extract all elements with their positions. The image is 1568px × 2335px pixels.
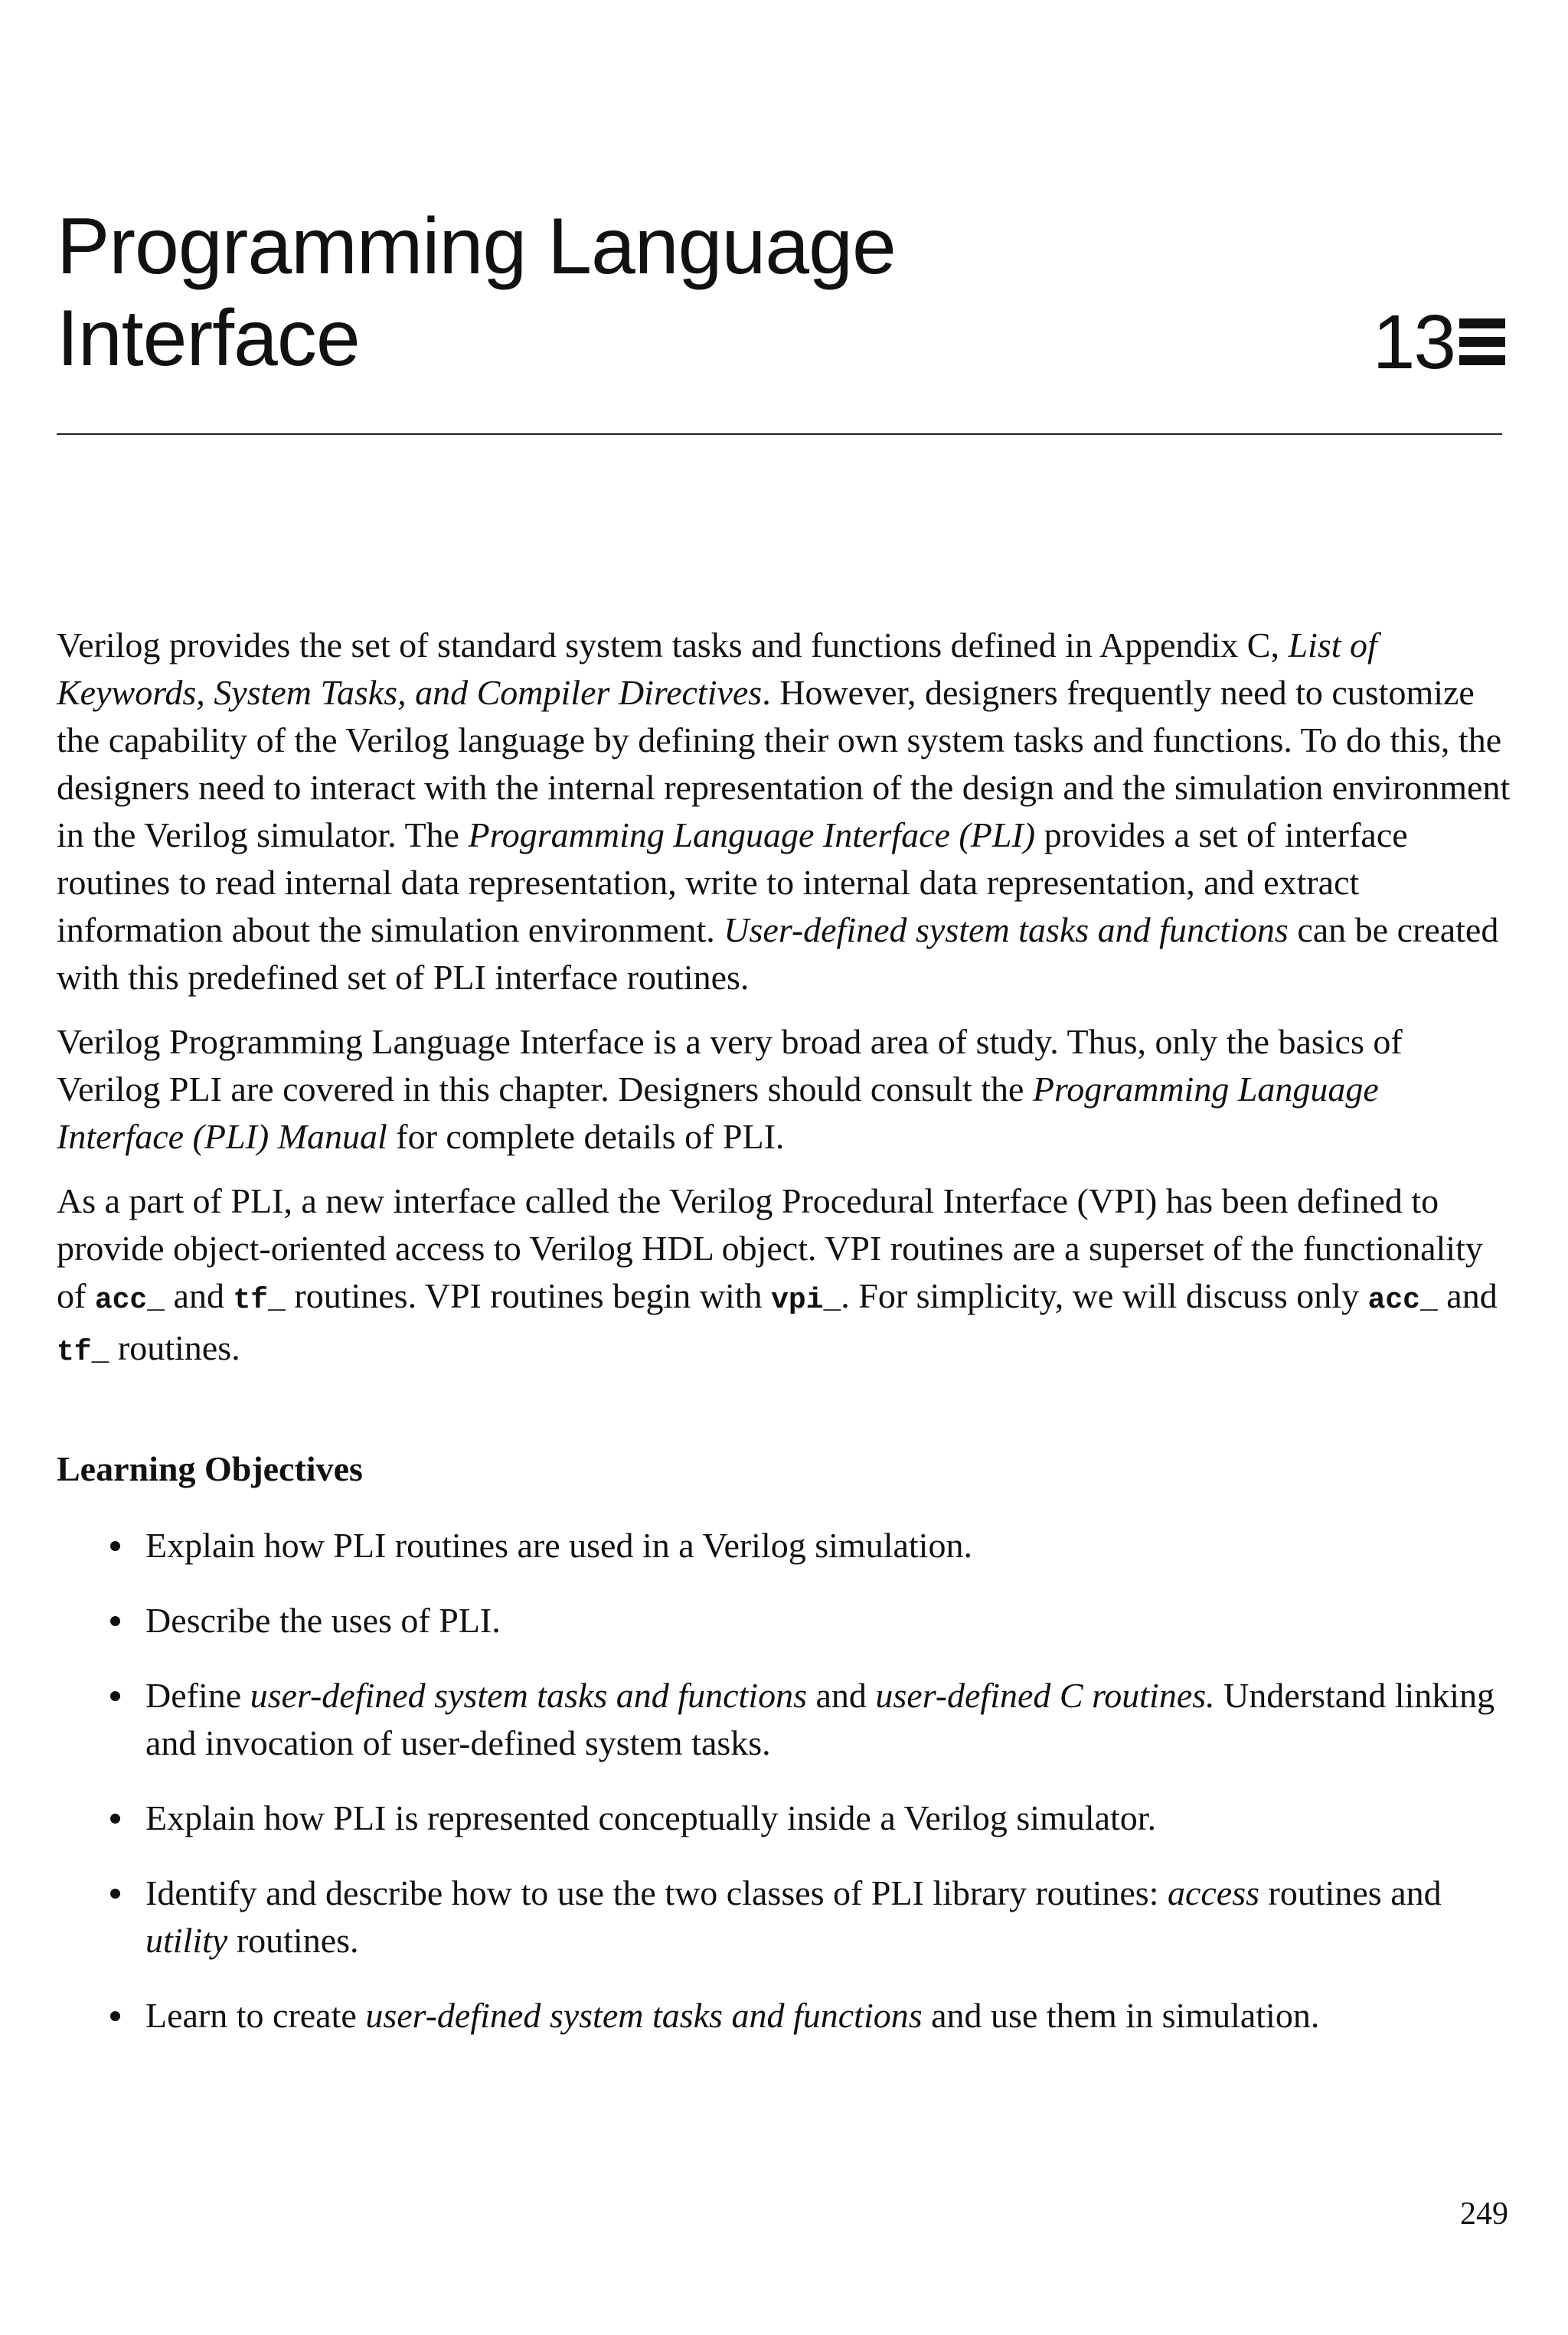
- text-run: As a part of PLI, a new interface called the Verilog Procedural Interface (VPI) has been defined to provide object-oriented access to Verilog HDL object. VPI routines are a superset of the functionality of: [57, 1181, 1483, 1315]
- text-run: . For simplicity, we will discuss only: [841, 1276, 1368, 1315]
- bullet-icon: [110, 1814, 120, 1824]
- code-tf: tf_: [233, 1284, 286, 1317]
- title-divider: [57, 433, 1502, 435]
- bullet-icon: [110, 1616, 120, 1626]
- text-run: Identify and describe how to use the two classes of PLI library routines:: [145, 1873, 1168, 1912]
- code-vpi: vpi_: [771, 1284, 841, 1317]
- text-run: Explain how PLI routines are used in a Verilog simulation.: [145, 1526, 972, 1565]
- text-run: and use them in simulation.: [922, 1996, 1320, 2035]
- list-item: [57, 1597, 1511, 1644]
- list-item: [57, 1672, 1511, 1767]
- chapter-number: 13: [1372, 299, 1455, 385]
- text-run: Define: [145, 1676, 250, 1715]
- text-run: Learn to create: [145, 1996, 366, 2035]
- chapter-header: [57, 201, 1519, 446]
- text-run: Explain how PLI is represented conceptually inside a Verilog simulator.: [145, 1798, 1157, 1837]
- text-run: Verilog Programming Language Interface is a very broad area of study. Thus, only the basics of Verilog PLI are covered in this chapter. Designers should consult the: [57, 1022, 1403, 1109]
- text-run: and: [1437, 1276, 1498, 1315]
- bullet-icon: [110, 1889, 120, 1899]
- text-run: provides a set of interface routines to read internal data representation, write to internal data representation, and extract information about the simulation environment.: [57, 815, 1408, 949]
- intro-paragraph-2: [57, 1018, 1511, 1161]
- italic-text: utility: [145, 1921, 228, 1960]
- text-run: Understand linking and invocation of user-defined system tasks.: [145, 1676, 1495, 1762]
- code-tf: tf_: [57, 1336, 109, 1369]
- chapter-body: [57, 622, 1511, 2067]
- text-run: and: [806, 1676, 876, 1715]
- bullet-icon: [110, 1541, 120, 1551]
- list-item: [57, 1870, 1511, 1964]
- learning-objectives-list: [57, 1522, 1511, 2039]
- italic-text: List of Keywords, System Tasks, and Compiler Directives: [57, 625, 1377, 712]
- list-item: [57, 1992, 1511, 2039]
- chapter-title-line2: Interface: [57, 294, 360, 383]
- bullet-icon: [110, 1691, 120, 1701]
- page-number: 249: [1460, 2196, 1508, 2232]
- text-run: can be created with this predefined set of PLI interface routines.: [57, 910, 1499, 997]
- intro-paragraph-1: [57, 622, 1511, 1001]
- text-run: Describe the uses of PLI.: [145, 1601, 501, 1640]
- text-run: . However, designers frequently need to customize the capability of the Verilog language by defining their own system tasks and functions. To do this, the designers need to interact with the internal representation of the design and the simulation environment in the Verilog simulator. The: [57, 673, 1511, 854]
- text-run: and: [165, 1276, 234, 1315]
- italic-text: Programming Language Interface (PLI): [468, 815, 1036, 854]
- text-run: routines and: [1259, 1873, 1442, 1912]
- italic-text: user-defined C routines.: [875, 1676, 1215, 1715]
- text-run: Verilog provides the set of standard system tasks and functions defined in Appendix C,: [57, 625, 1289, 665]
- text-run: for complete details of PLI.: [387, 1117, 785, 1156]
- chapter-marker: [1373, 300, 1505, 384]
- learning-objectives-heading: Learning Objectives: [57, 1449, 363, 1488]
- text-run: routines. VPI routines begin with: [285, 1276, 772, 1315]
- italic-text: Programming Language Interface (PLI) Manual: [57, 1070, 1379, 1156]
- code-acc: acc_: [94, 1284, 165, 1317]
- text-run: routines.: [109, 1328, 240, 1367]
- chapter-title: [57, 201, 1519, 384]
- intro-paragraph-3: [57, 1177, 1511, 1377]
- text-run: routines.: [227, 1921, 359, 1960]
- chapter-title-line1: Programming Language: [57, 202, 896, 291]
- list-item: [57, 1795, 1511, 1842]
- italic-text: User-defined system tasks and functions: [724, 910, 1289, 949]
- list-item: [57, 1522, 1511, 1569]
- code-acc: acc_: [1367, 1284, 1438, 1317]
- three-horizontal-bars-icon: [1459, 314, 1505, 371]
- italic-text: access: [1167, 1873, 1260, 1912]
- bullet-icon: [110, 2011, 120, 2021]
- italic-text: user-defined system tasks and functions: [250, 1676, 807, 1715]
- italic-text: user-defined system tasks and functions: [365, 1996, 923, 2035]
